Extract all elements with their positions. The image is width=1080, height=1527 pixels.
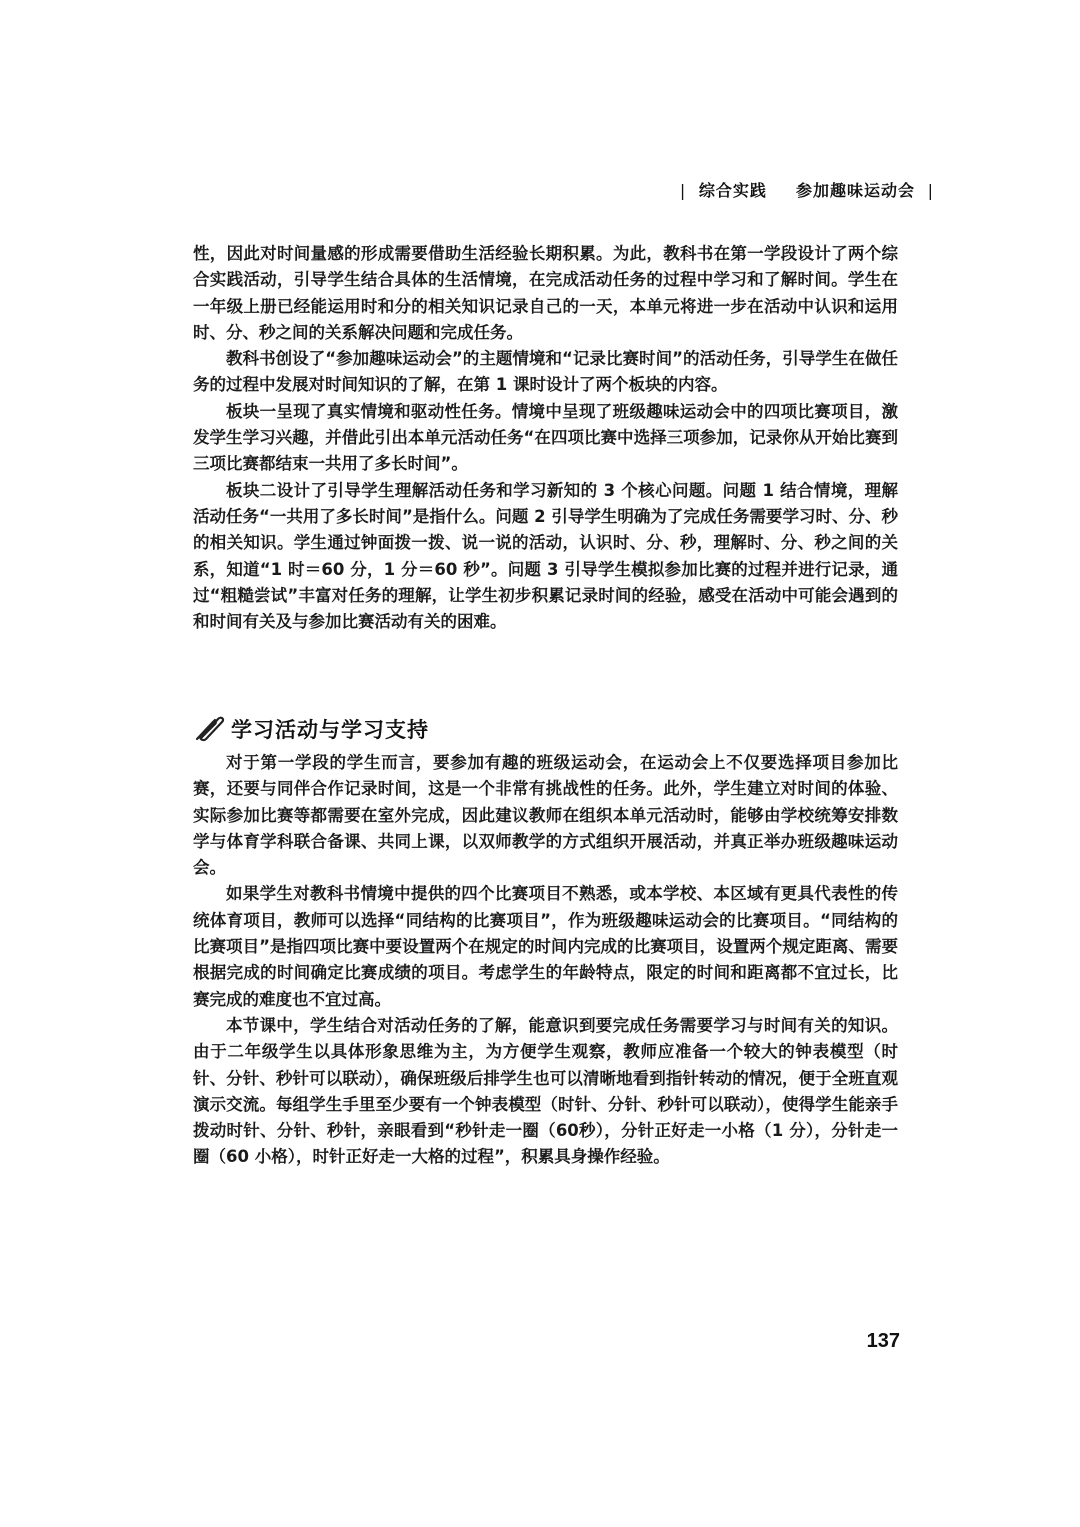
- section-text-block: [193, 750, 898, 1171]
- section-paragraph-1: 对于第一学段的学生而言，要参加有趣的班级运动会，在运动会上不仅要选择项目参加比赛，还要与同伴合作记录时间，这是一个非常有挑战性的任务。此外，学生建立对时间的体验、实际参加比赛等都需要在室外完成，因此建议教师在组织本单元活动时，能够由学校统筹安排数学与体育学科联合备课、共同上课，以双师教学的方式组织开展活动，并真正举办班级趣味运动会。: [193, 753, 898, 878]
- intro-paragraph-2: 教科书创设了“参加趣味运动会”的主题情境和“记录比赛时间”的活动任务，引导学生在做任务的过程中发展对时间知识的了解，在第 1 课时设计了两个板块的内容。: [193, 349, 898, 395]
- section-paragraph-2: 如果学生对教科书情境中提供的四个比赛项目不熟悉，或本学校、本区域有更具代表性的传统体育项目，教师可以选择“同结构的比赛项目”，作为班级趣味运动会的比赛项目。“同结构的比赛项目”是指四项比赛中要设置两个在规定的时间内完成的比赛项目，设置两个规定距离、需要根据完成的时间确定比赛成绩的项目。考虑学生的年龄特点，限定的时间和距离都不宜过长，比赛完成的难度也不宜过高。: [193, 884, 898, 1009]
- intro-paragraph-4: 板块二设计了引导学生理解活动任务和学习新知的 3 个核心问题。问题 1 结合情境，理解活动任务“一共用了多长时间”是指什么。问题 2 引导学生明确为了完成任务需要学习时、分、秒的相关知识。学生通过钟面拨一拨、说一说的活动，认识时、分、秒，理解时、分、秒之间的关系，知道“1 时＝60 分，1 分＝60 秒”。问题 3 引导学生模拟参加比赛的过程并进行记录，通过“粗糙尝试”丰富对任务的理解，让学生初步积累记录时间的经验，感受在活动中可能会遇到的和时间有关及与参加比赛活动有关的困难。: [193, 480, 898, 632]
- header-chapter-title: 参加趣味运动会: [796, 181, 916, 200]
- section-title: 学习活动与学习支持: [231, 718, 429, 742]
- intro-paragraph-3: 板块一呈现了真实情境和驱动性任务。情境中呈现了班级趣味运动会中的四项比赛项目，激发学生学习兴趣，并借此引出本单元活动任务“在四项比赛中选择三项参加，记录你从开始比赛到三项比赛都结束一共用了多长时间”。: [193, 401, 898, 474]
- header-divider-left: |: [679, 181, 687, 200]
- paperclip-icon: [193, 712, 227, 746]
- section-paragraph-3: 本节课中，学生结合对活动任务的了解，能意识到要完成任务需要学习与时间有关的知识。由于二年级学生以具体形象思维为主，为方便学生观察，教师应准备一个较大的钟表模型（时针、分针、秒针可以联动），确保班级后排学生也可以清晰地看到指针转动的情况，便于全班直观演示交流。每组学生手里至少要有一个钟表模型（时针、分针、秒针可以联动），使得学生能亲手拨动时针、分针、秒针，亲眼看到“秒针走一圈（60秒），分针正好走一小格（1 分），分针走一圈（60 小格），时针正好走一大格的过程”，积累具身操作经验。: [193, 1015, 898, 1167]
- running-header: [674, 178, 940, 201]
- intro-text-block: [193, 241, 898, 635]
- intro-paragraph-1: 性，因此对时间量感的形成需要借助生活经验长期积累。为此，教科书在第一学段设计了两个综合实践活动，引导学生结合具体的生活情境，在完成活动任务的过程中学习和了解时间。学生在一年级上册已经能运用时和分的相关知识记录自己的一天，本单元将进一步在活动中认识和运用时、分、秒之间的关系解决问题和完成任务。: [193, 244, 898, 342]
- header-divider-right: |: [927, 181, 934, 200]
- page-number: 137: [866, 1330, 900, 1352]
- header-section-label: 综合实践: [698, 181, 767, 200]
- section-heading: [193, 712, 429, 746]
